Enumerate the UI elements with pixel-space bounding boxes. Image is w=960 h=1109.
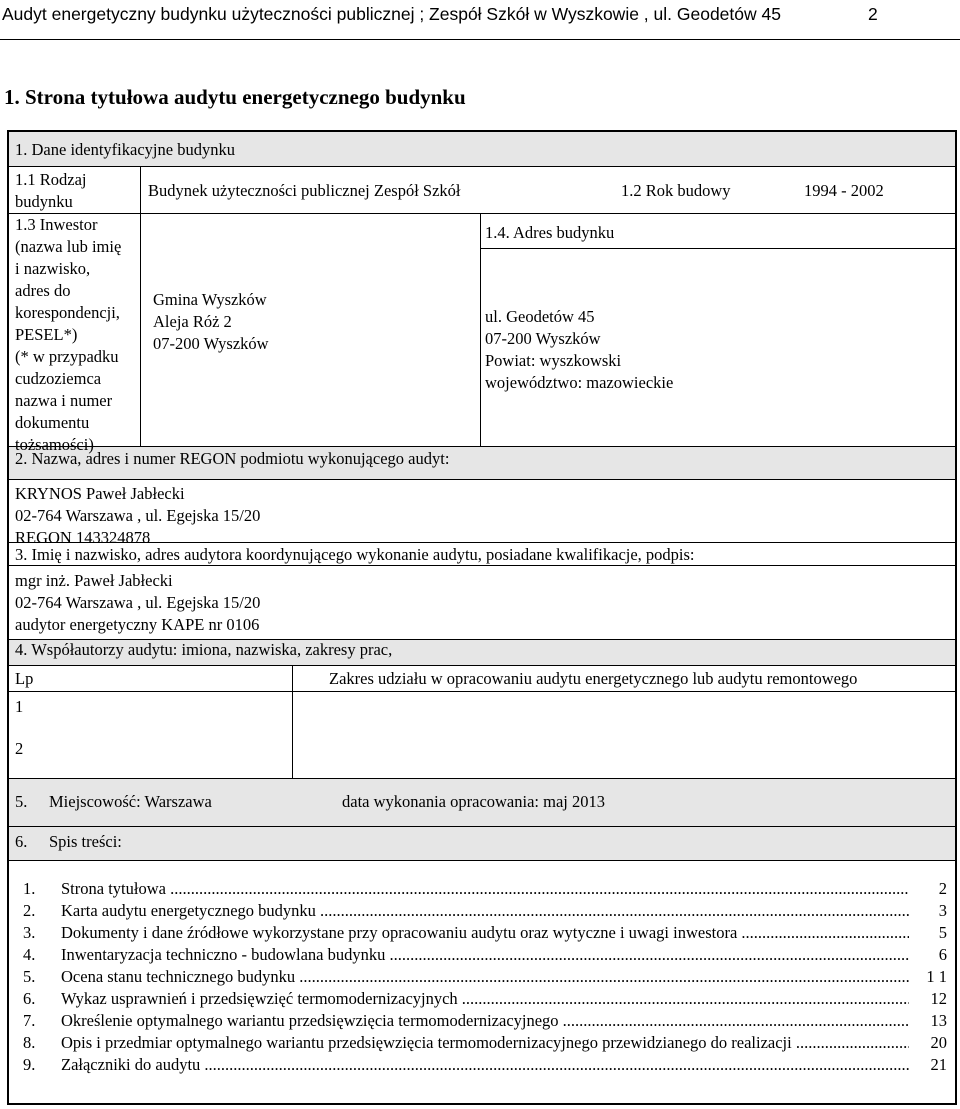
toc-entry: 1. Strona tytułowa ..... 2 <box>23 878 949 900</box>
rule <box>480 213 481 446</box>
building-address-value: ul. Geodetów 45 07-200 Wyszków Powiat: wyszkowski województwo: mazowieckie <box>485 307 674 392</box>
toc-entry: 7. Określenie optymalnego wariantu przedsięwzięcia termomodernizacyjnego ..... 13 <box>23 1010 949 1032</box>
rule <box>480 248 955 249</box>
toc-entry: 2. Karta audytu energetycznego budynku ..... 3 <box>23 900 949 922</box>
build-year-value: 1994 - 2002 <box>804 181 884 200</box>
rule <box>9 691 955 692</box>
toc-entry: 9. Załączniki do audytu ..... 21 <box>23 1054 949 1076</box>
rule <box>9 479 955 480</box>
toc-entry: 8. Opis i przedmiar optymalnego wariantu przedsięwzięcia termomodernizacyjnego przewidzianego do realizacji ..... 20 <box>23 1032 949 1054</box>
coauthors-row: 1 <box>15 697 24 716</box>
rule <box>9 860 955 861</box>
investor-value: Gmina Wyszków Aleja Róż 2 07-200 Wyszków <box>153 290 269 353</box>
toc-entry: 3. Dokumenty i dane źródłowe wykorzystane przy opracowaniu audytu oraz wytyczne i uwagi inwestora ..... 5 <box>23 922 949 944</box>
toc-entry: 4. Inwentaryzacja techniczno - budowlana budynku ..... 6 <box>23 944 949 966</box>
section1-heading: 1. Dane identyfikacyjne budynku <box>15 140 235 159</box>
header-page-number: 2 <box>868 4 878 24</box>
running-header <box>0 0 960 40</box>
page-title: 1. Strona tytułowa audytu energetycznego budynku <box>4 85 466 109</box>
section6-band <box>9 826 955 860</box>
building-address-label: 1.4. Adres budynku <box>485 223 615 242</box>
rule <box>9 166 955 167</box>
rule <box>9 778 955 779</box>
investor-label: 1.3 Inwestor (nazwa lub imię i nazwisko, adres do korespondencji, PESEL*) (* w przypadku cudzoziemca nazwa i numer dokumentu tożsamości) <box>15 215 122 454</box>
coauthors-col-scope: Zakres udziału w opracowaniu audytu energetycznego lub audytu remontowego <box>329 669 858 688</box>
rule <box>9 826 955 827</box>
section3-heading: 3. Imię i nazwisko, adres audytora koordynującego wykonanie audytu, posiadane kwalifikacje, podpis: <box>15 545 695 564</box>
section6-number: 6. <box>15 832 28 851</box>
building-type-value: Budynek użyteczności publicznej Zespół Szkół <box>148 181 461 200</box>
building-type-label: 1.1 Rodzaj budynku <box>15 170 87 211</box>
auditor-company: KRYNOS Paweł Jabłecki 02-764 Warszawa , ul. Egejska 15/20 REGON 143324878 <box>15 484 261 547</box>
build-year-label: 1.2 Rok budowy <box>621 181 731 200</box>
toc-entry: 5. Ocena stanu technicznego budynku ..... 1 1 <box>23 966 949 988</box>
section4-heading: 4. Współautorzy audytu: imiona, nazwiska, zakresy prac, <box>15 640 393 659</box>
toc-entry: 6. Wykaz usprawnień i przedsięwzięć termomodernizacyjnych ..... 12 <box>23 988 949 1010</box>
coauthors-col-lp: Lp <box>15 669 34 688</box>
section2-heading: 2. Nazwa, adres i numer REGON podmiotu wykonującego audyt: <box>15 449 450 468</box>
coordinating-auditor: mgr inż. Paweł Jabłecki 02-764 Warszawa , ul. Egejska 15/20 audytor energetyczny KAPE nr 0106 <box>15 571 261 634</box>
rule <box>9 213 955 214</box>
toc-heading: Spis treści: <box>49 832 122 851</box>
title-page-form <box>7 130 957 1105</box>
header-text: Audyt energetyczny budynku użyteczności publicznej ; Zespół Szkół w Wyszkowie , ul. Geodetów 45 <box>2 4 781 24</box>
section5-number: 5. <box>15 792 28 811</box>
rule <box>9 446 955 447</box>
rule <box>292 665 293 778</box>
section5-date: data wykonania opracowania: maj 2013 <box>342 792 605 811</box>
rule <box>140 166 141 446</box>
coauthors-row: 2 <box>15 739 24 758</box>
rule <box>9 665 955 666</box>
section5-place: Miejscowość: Warszawa <box>49 792 212 811</box>
